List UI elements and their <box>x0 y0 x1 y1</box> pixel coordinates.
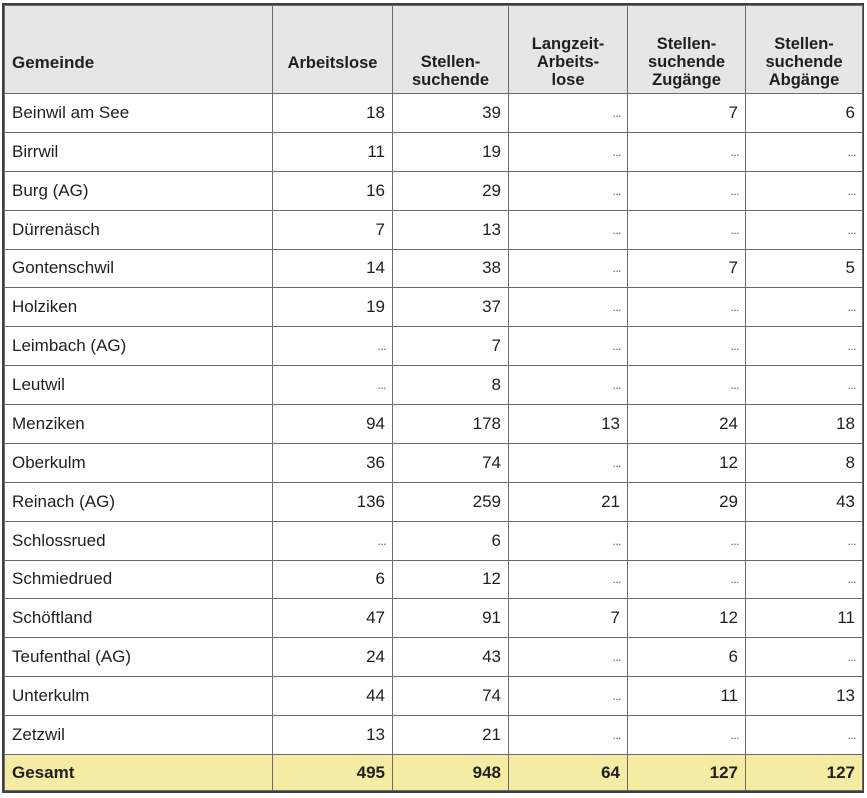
table-row <box>5 171 863 210</box>
value-cell: 29 <box>628 482 746 521</box>
table-row <box>5 599 863 638</box>
value-cell: 7 <box>628 94 746 133</box>
municipality-name: Teufenthal (AG) <box>5 638 273 677</box>
value-cell: ... <box>746 288 863 327</box>
value-cell: ... <box>746 521 863 560</box>
value-cell: 43 <box>393 638 509 677</box>
value-cell: ... <box>746 638 863 677</box>
value-cell: 5 <box>746 249 863 288</box>
value-cell: ... <box>746 171 863 210</box>
value-cell: 13 <box>393 210 509 249</box>
table-row <box>5 327 863 366</box>
table-row <box>5 482 863 521</box>
value-cell: 44 <box>273 677 393 716</box>
municipality-name: Schlossrued <box>5 521 273 560</box>
value-cell: ... <box>509 210 628 249</box>
municipality-name: Schmiedrued <box>5 560 273 599</box>
header-stellensuchende: Stellen- suchende <box>393 6 509 94</box>
value-cell: ... <box>509 521 628 560</box>
value-cell: ... <box>746 132 863 171</box>
municipality-name: Birrwil <box>5 132 273 171</box>
value-cell: 24 <box>628 405 746 444</box>
total-value: 948 <box>393 755 509 791</box>
table-row <box>5 677 863 716</box>
value-cell: ... <box>628 210 746 249</box>
value-cell: 24 <box>273 638 393 677</box>
value-cell: ... <box>273 521 393 560</box>
municipality-name: Dürrenäsch <box>5 210 273 249</box>
header-abgaenge: Stellen- suchende Abgänge <box>746 6 863 94</box>
municipality-name: Oberkulm <box>5 443 273 482</box>
value-cell: 37 <box>393 288 509 327</box>
value-cell: ... <box>509 638 628 677</box>
value-cell: 43 <box>746 482 863 521</box>
value-cell: 7 <box>273 210 393 249</box>
header-langzeit-arbeitslose: Langzeit- Arbeits- lose <box>509 6 628 94</box>
value-cell: 47 <box>273 599 393 638</box>
municipality-name: Holziken <box>5 288 273 327</box>
total-value: 64 <box>509 755 628 791</box>
table-row <box>5 249 863 288</box>
value-cell: 7 <box>509 599 628 638</box>
value-cell: 11 <box>628 677 746 716</box>
table-row <box>5 443 863 482</box>
municipality-name: Zetzwil <box>5 716 273 755</box>
value-cell: ... <box>509 288 628 327</box>
value-cell: 18 <box>746 405 863 444</box>
municipality-name: Schöftland <box>5 599 273 638</box>
header-arbeitslose: Arbeitslose <box>273 6 393 94</box>
total-value: 127 <box>746 755 863 791</box>
value-cell: 13 <box>746 677 863 716</box>
municipality-name: Gontenschwil <box>5 249 273 288</box>
value-cell: ... <box>628 171 746 210</box>
total-value: 127 <box>628 755 746 791</box>
table-row <box>5 638 863 677</box>
value-cell: 16 <box>273 171 393 210</box>
value-cell: ... <box>273 366 393 405</box>
value-cell: ... <box>746 366 863 405</box>
value-cell: 12 <box>628 443 746 482</box>
value-cell: ... <box>628 521 746 560</box>
table-body <box>5 94 863 755</box>
value-cell: 12 <box>628 599 746 638</box>
municipality-name: Reinach (AG) <box>5 482 273 521</box>
value-cell: 29 <box>393 171 509 210</box>
value-cell: 18 <box>273 94 393 133</box>
value-cell: 13 <box>273 716 393 755</box>
value-cell: ... <box>746 327 863 366</box>
total-row <box>5 755 863 791</box>
municipality-name: Unterkulm <box>5 677 273 716</box>
value-cell: 11 <box>746 599 863 638</box>
unemployment-table <box>4 5 863 791</box>
value-cell: 19 <box>273 288 393 327</box>
total-value: 495 <box>273 755 393 791</box>
value-cell: ... <box>628 327 746 366</box>
value-cell: ... <box>509 366 628 405</box>
value-cell: 36 <box>273 443 393 482</box>
value-cell: 12 <box>393 560 509 599</box>
table-row <box>5 560 863 599</box>
value-cell: ... <box>509 171 628 210</box>
municipality-name: Menziken <box>5 405 273 444</box>
header-row <box>5 6 863 94</box>
value-cell: 8 <box>393 366 509 405</box>
value-cell: 13 <box>509 405 628 444</box>
value-cell: 7 <box>628 249 746 288</box>
value-cell: 38 <box>393 249 509 288</box>
value-cell: ... <box>746 716 863 755</box>
unemployment-table-frame <box>2 3 864 793</box>
value-cell: 91 <box>393 599 509 638</box>
value-cell: ... <box>628 716 746 755</box>
table-row <box>5 132 863 171</box>
value-cell: 7 <box>393 327 509 366</box>
value-cell: 21 <box>509 482 628 521</box>
value-cell: 178 <box>393 405 509 444</box>
value-cell: 39 <box>393 94 509 133</box>
value-cell: ... <box>628 366 746 405</box>
value-cell: 6 <box>393 521 509 560</box>
value-cell: 14 <box>273 249 393 288</box>
value-cell: ... <box>628 288 746 327</box>
value-cell: ... <box>746 560 863 599</box>
header-zugaenge: Stellen- suchende Zugänge <box>628 6 746 94</box>
value-cell: 19 <box>393 132 509 171</box>
value-cell: ... <box>509 327 628 366</box>
header-gemeinde: Gemeinde <box>5 6 273 94</box>
value-cell: ... <box>509 560 628 599</box>
municipality-name: Beinwil am See <box>5 94 273 133</box>
total-label: Gesamt <box>5 755 273 791</box>
municipality-name: Burg (AG) <box>5 171 273 210</box>
value-cell: 259 <box>393 482 509 521</box>
table-row <box>5 405 863 444</box>
value-cell: 11 <box>273 132 393 171</box>
table-row <box>5 366 863 405</box>
value-cell: ... <box>509 249 628 288</box>
municipality-name: Leutwil <box>5 366 273 405</box>
value-cell: ... <box>273 327 393 366</box>
value-cell: 8 <box>746 443 863 482</box>
value-cell: ... <box>628 132 746 171</box>
table-row <box>5 210 863 249</box>
value-cell: ... <box>509 716 628 755</box>
value-cell: 74 <box>393 443 509 482</box>
value-cell: ... <box>509 677 628 716</box>
value-cell: ... <box>509 132 628 171</box>
value-cell: ... <box>509 94 628 133</box>
table-row <box>5 521 863 560</box>
value-cell: 136 <box>273 482 393 521</box>
value-cell: 74 <box>393 677 509 716</box>
value-cell: 6 <box>746 94 863 133</box>
value-cell: 94 <box>273 405 393 444</box>
value-cell: ... <box>628 560 746 599</box>
table-row <box>5 288 863 327</box>
municipality-name: Leimbach (AG) <box>5 327 273 366</box>
value-cell: ... <box>509 443 628 482</box>
value-cell: ... <box>746 210 863 249</box>
value-cell: 21 <box>393 716 509 755</box>
table-row <box>5 716 863 755</box>
value-cell: 6 <box>628 638 746 677</box>
value-cell: 6 <box>273 560 393 599</box>
table-row <box>5 94 863 133</box>
